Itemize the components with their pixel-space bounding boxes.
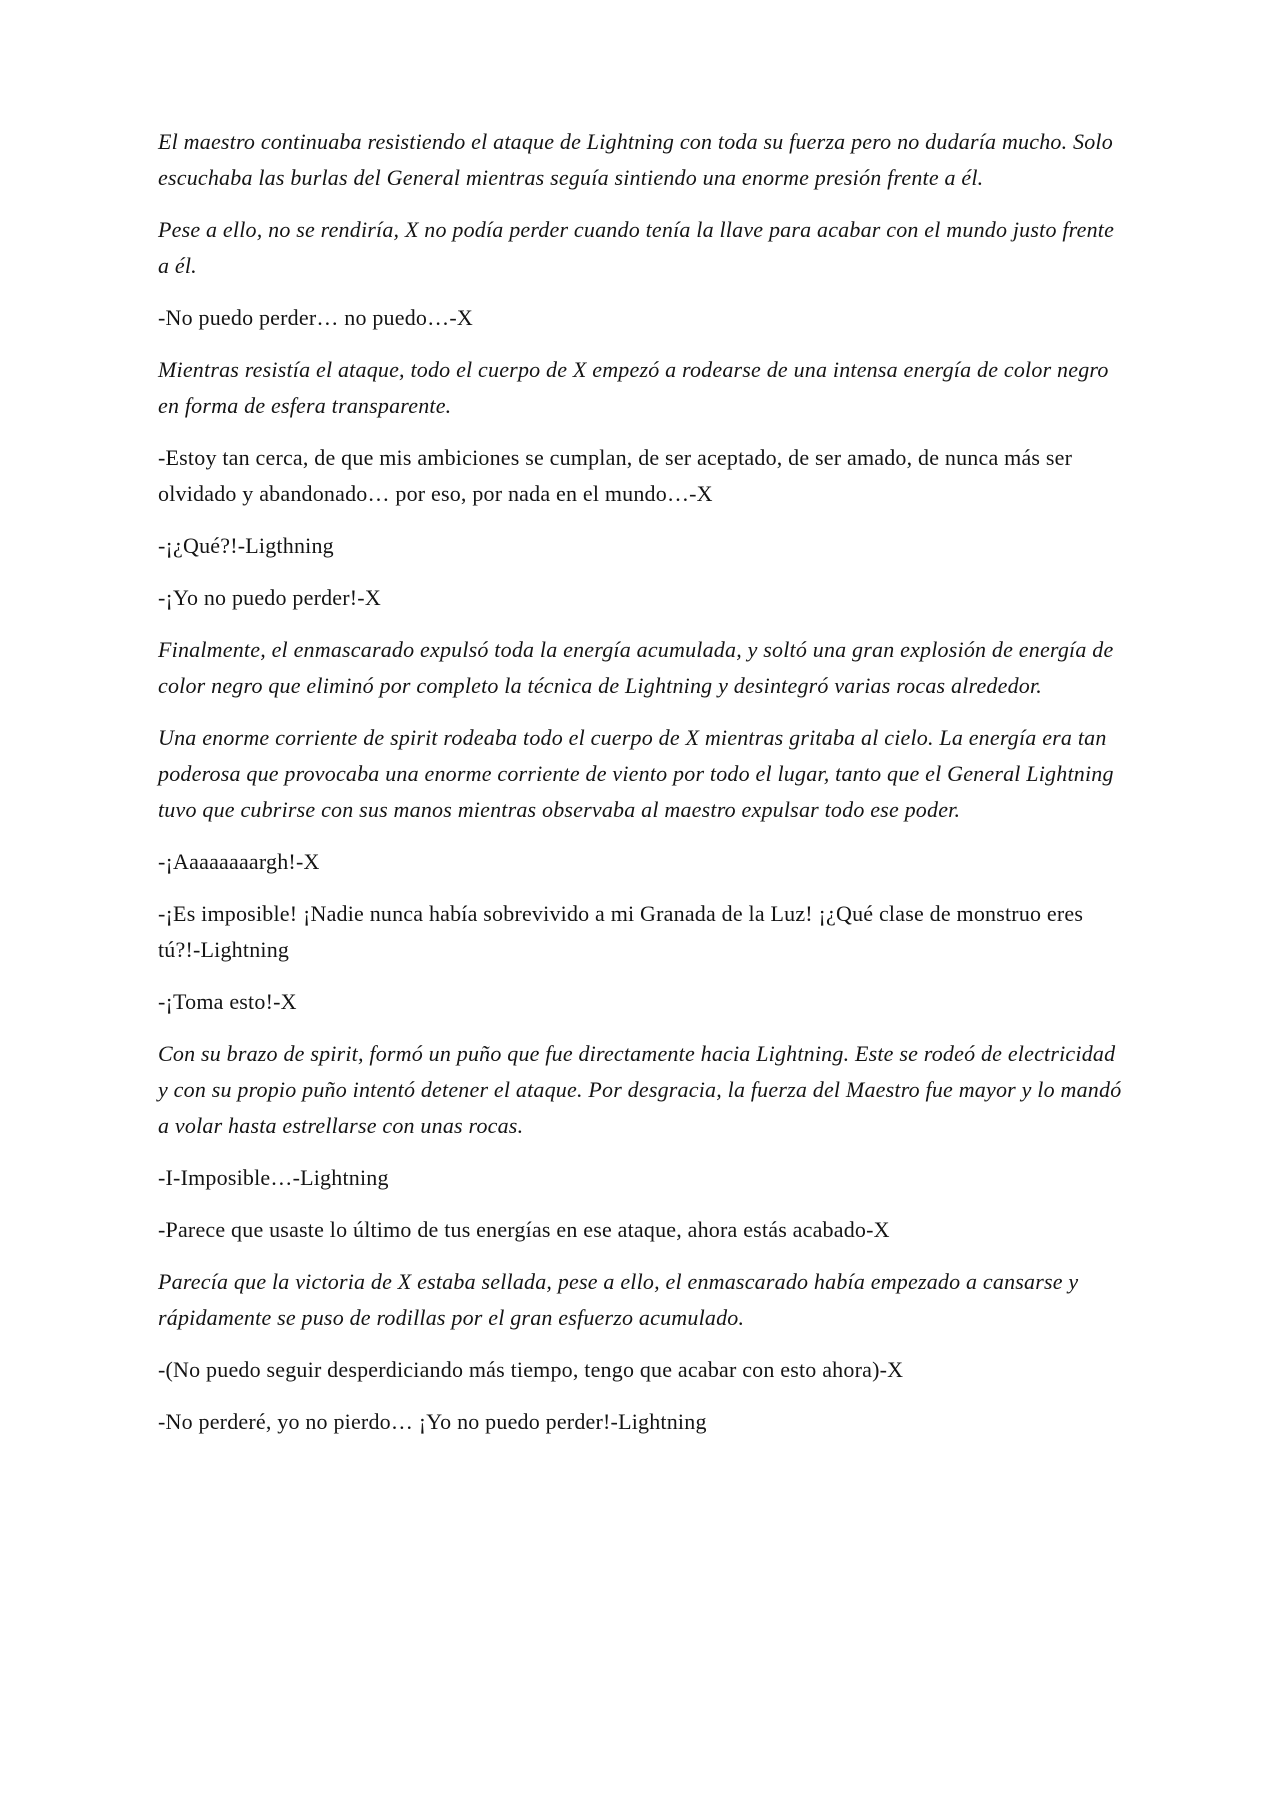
dialogue-line-x-2: -Estoy tan cerca, de que mis ambiciones se cumplan, de ser aceptado, de ser amado, de nunca más ser olvidado y abandonado… por eso, por nada en el mundo…-X <box>158 445 1073 506</box>
dialogue-line-x-4: -¡Aaaaaaaargh!-X <box>158 849 320 874</box>
dialogue-line-x-6: -Parece que usaste lo último de tus energías en ese ataque, ahora estás acabado-X <box>158 1217 890 1242</box>
document-text-body <box>158 124 1124 1456</box>
narration-paragraph-3: Mientras resistía el ataque, todo el cuerpo de X empezó a rodearse de una intensa energía de color negro en forma de esfera transparente. <box>158 357 1109 418</box>
dialogue-line-lightning-1: -¡¿Qué?!-Ligthning <box>158 533 334 558</box>
narration-paragraph-7: Parecía que la victoria de X estaba sellada, pese a ello, el enmascarado había empezado a cansarse y rápidamente se puso de rodillas por el gran esfuerzo acumulado. <box>158 1269 1079 1330</box>
narration-paragraph-5: Una enorme corriente de spirit rodeaba todo el cuerpo de X mientras gritaba al cielo. La energía era tan poderosa que provocaba una enorme corriente de viento por todo el lugar, tanto que el General Lightning tuvo que cubrirse con sus manos mientras observaba al maestro expulsar todo ese poder. <box>158 725 1114 822</box>
narration-paragraph-4: Finalmente, el enmascarado expulsó toda la energía acumulada, y soltó una gran explosión de energía de color negro que eliminó por completo la técnica de Lightning y desintegró varias rocas alrededor. <box>158 637 1114 698</box>
dialogue-line-x-7: -(No puedo seguir desperdiciando más tiempo, tengo que acabar con esto ahora)-X <box>158 1357 904 1382</box>
dialogue-line-x-1: -No puedo perder… no puedo…-X <box>158 305 473 330</box>
dialogue-line-lightning-4: -No perderé, yo no pierdo… ¡Yo no puedo perder!-Lightning <box>158 1409 707 1434</box>
dialogue-line-x-3: -¡Yo no puedo perder!-X <box>158 585 381 610</box>
dialogue-line-lightning-2: -¡Es imposible! ¡Nadie nunca había sobrevivido a mi Granada de la Luz! ¡¿Qué clase de monstruo eres tú?!-Lightning <box>158 901 1084 962</box>
narration-paragraph-1: El maestro continuaba resistiendo el ataque de Lightning con toda su fuerza pero no dudaría mucho. Solo escuchaba las burlas del General mientras seguía sintiendo una enorme presión frente a él. <box>158 129 1113 190</box>
narration-paragraph-6: Con su brazo de spirit, formó un puño que fue directamente hacia Lightning. Este se rodeó de electricidad y con su propio puño intentó detener el ataque. Por desgracia, la fuerza del Maestro fue mayor y lo mandó a volar hasta estrellarse con unas rocas. <box>158 1041 1122 1138</box>
dialogue-line-x-5: -¡Toma esto!-X <box>158 989 297 1014</box>
dialogue-line-lightning-3: -I-Imposible…-Lightning <box>158 1165 389 1190</box>
narration-paragraph-2: Pese a ello, no se rendiría, X no podía perder cuando tenía la llave para acabar con el mundo justo frente a él. <box>158 217 1115 278</box>
